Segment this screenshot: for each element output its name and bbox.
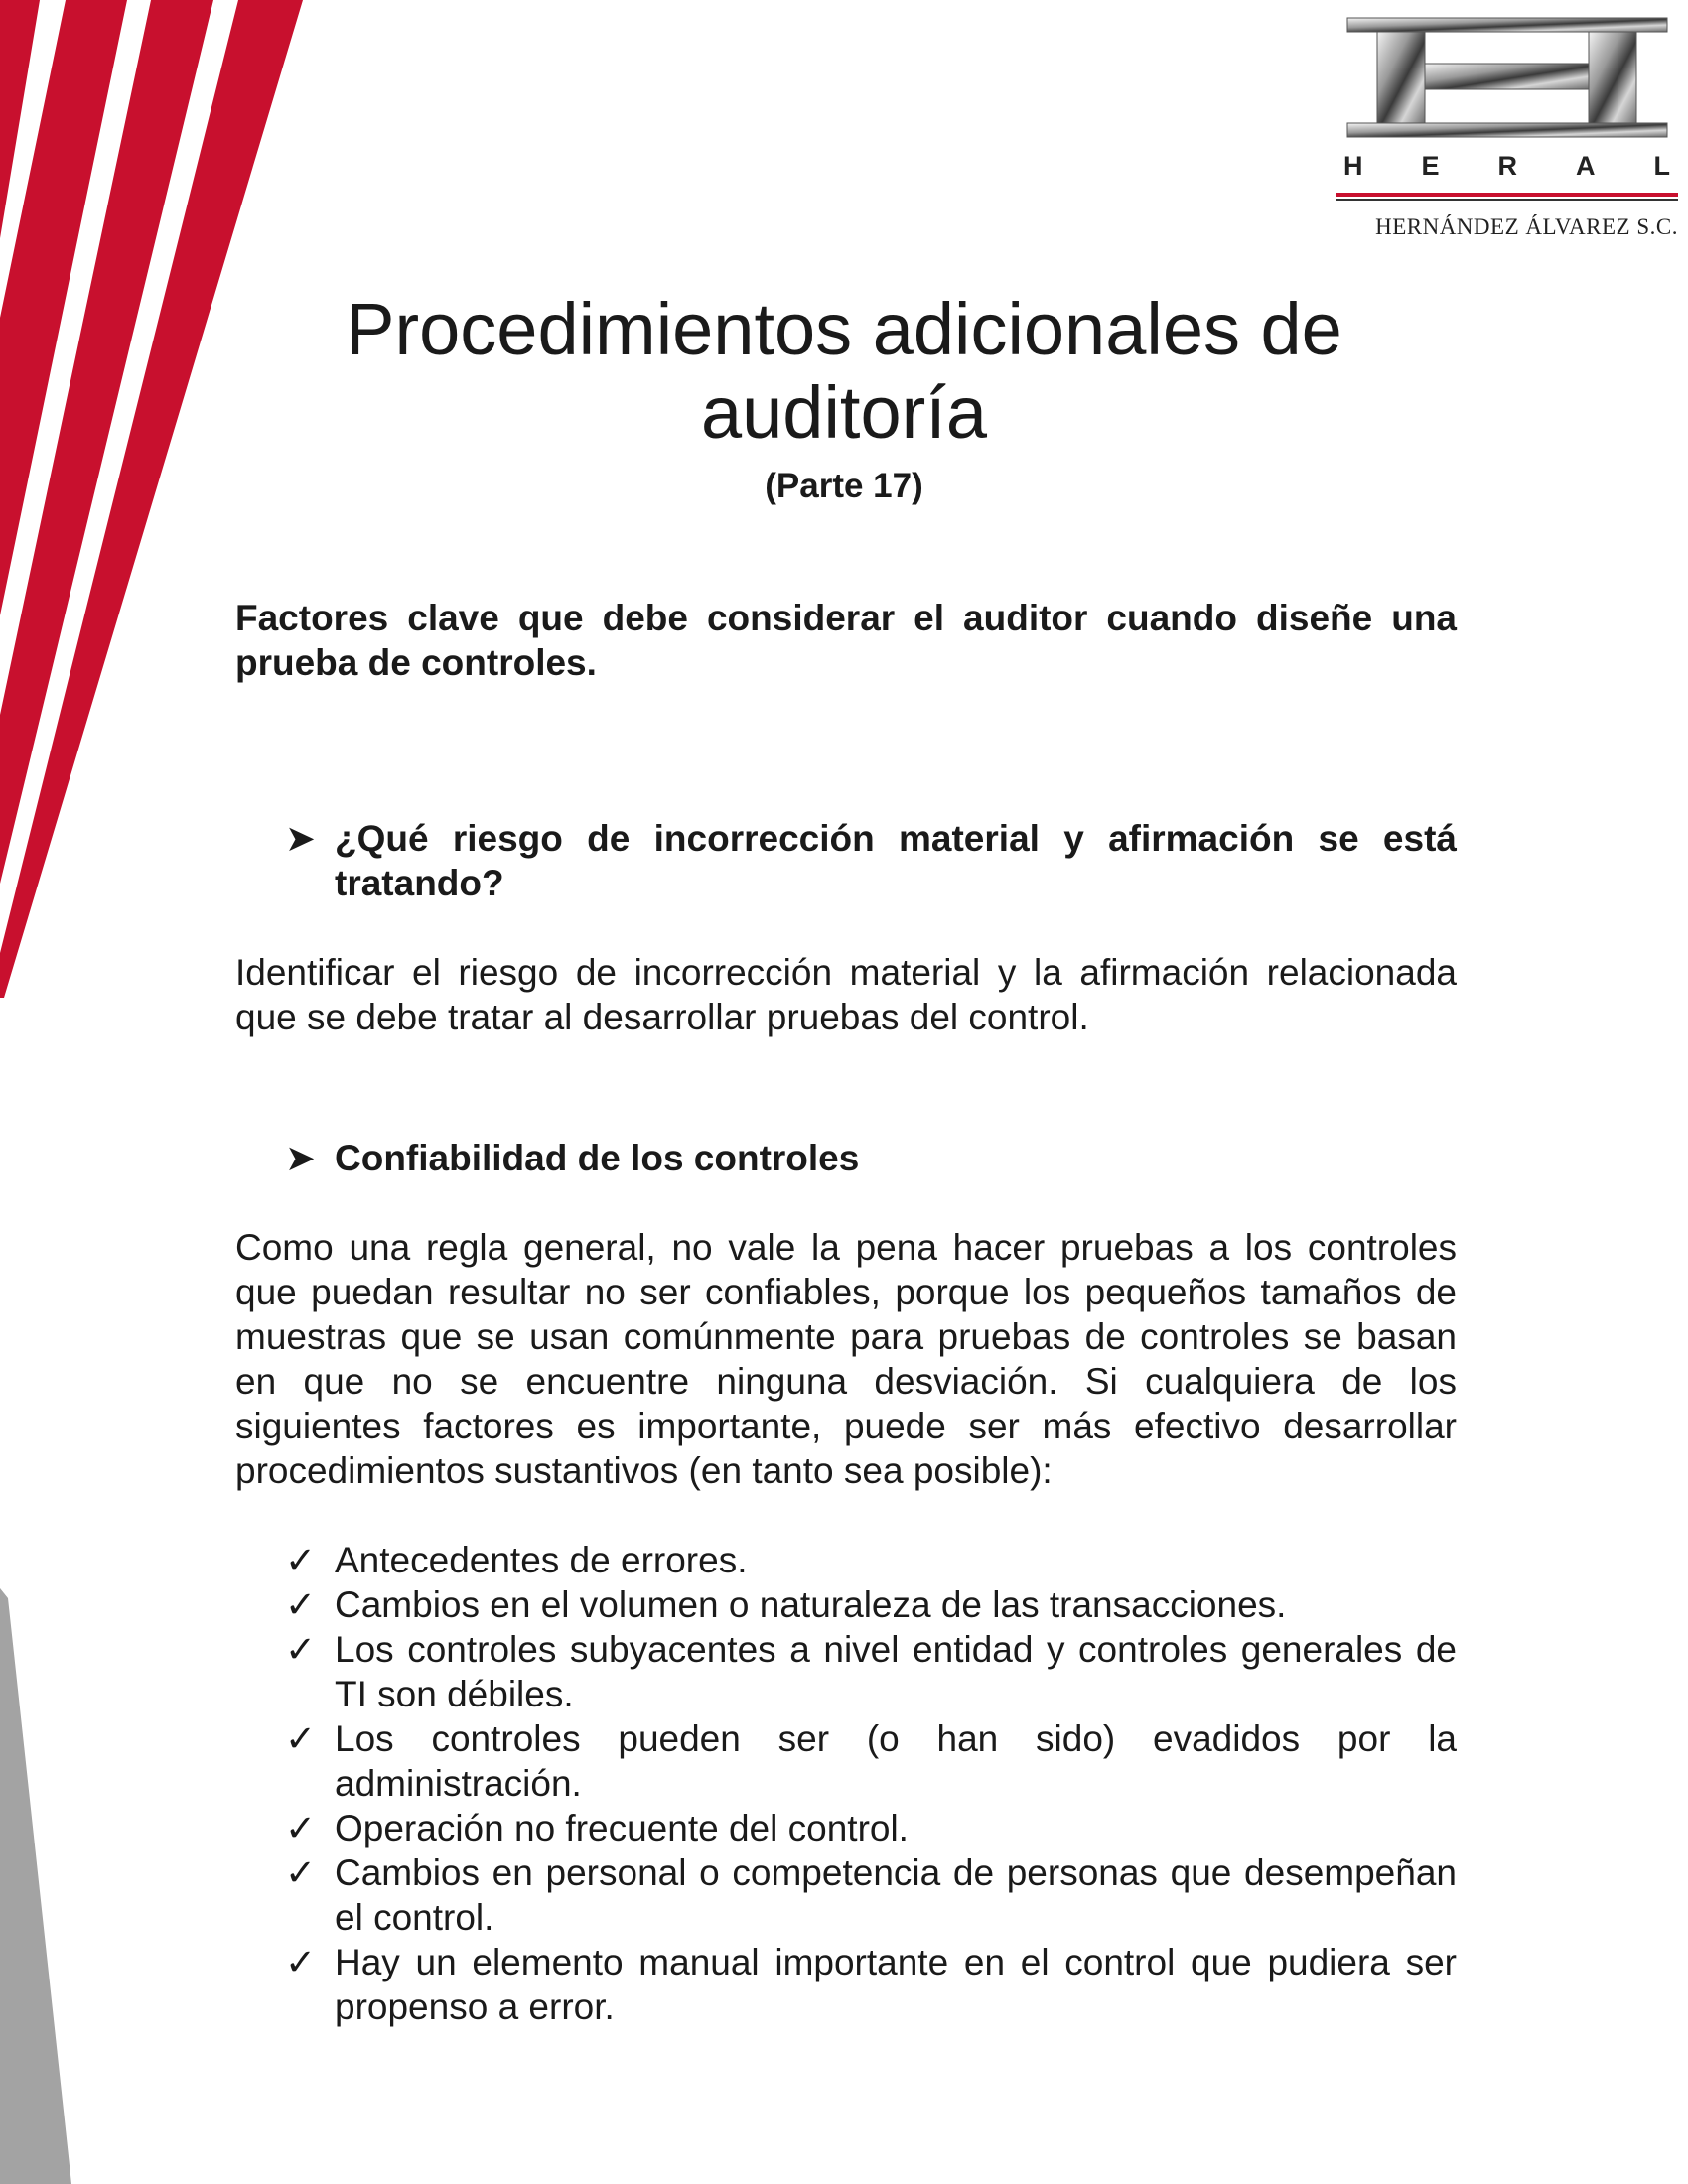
brand-letter: A bbox=[1575, 151, 1596, 181]
list-item bbox=[235, 1582, 1457, 1627]
title-line-1: Procedimientos adicionales de bbox=[346, 288, 1342, 370]
intro-heading: Factores clave que debe considerar el auditor cuando diseñe una prueba de controles. bbox=[235, 598, 1457, 683]
list-item bbox=[235, 1806, 1457, 1850]
list-item-text: Operación no frecuente del control. bbox=[335, 1808, 909, 1848]
list-item-text: Antecedentes de errores. bbox=[335, 1540, 748, 1580]
question-section-heading bbox=[235, 816, 1457, 905]
brand-dark-rule bbox=[1336, 199, 1678, 201]
brand-letter: L bbox=[1653, 151, 1670, 181]
heral-logo bbox=[1336, 12, 1678, 240]
checkmark-icon: ✓ bbox=[285, 1718, 317, 1759]
checkmark-icon: ✓ bbox=[285, 1629, 317, 1670]
checkmark-icon: ✓ bbox=[285, 1540, 317, 1580]
list-item bbox=[235, 1716, 1457, 1806]
list-item-text: Los controles pueden ser (o han sido) evadidos por la administración. bbox=[335, 1718, 1457, 1804]
list-item bbox=[235, 1850, 1457, 1940]
title-line-2: auditoría bbox=[701, 371, 987, 454]
list-item-text: Cambios en el volumen o naturaleza de las transacciones. bbox=[335, 1584, 1287, 1625]
question-heading-text: ¿Qué riesgo de incorrección material y afirmación se está tratando? bbox=[335, 818, 1457, 903]
brand-wordmark bbox=[1336, 151, 1678, 182]
page-title bbox=[248, 288, 1440, 455]
factor-list bbox=[235, 1538, 1457, 2029]
checkmark-icon: ✓ bbox=[285, 1808, 317, 1848]
arrow-bullet-icon: ➤ bbox=[285, 818, 317, 859]
checkmark-icon: ✓ bbox=[285, 1584, 317, 1625]
company-name: HERNÁNDEZ ÁLVAREZ S.C. bbox=[1375, 214, 1678, 239]
list-item-text: Cambios en personal o competencia de personas que desempeñan el control. bbox=[335, 1852, 1457, 1938]
page-subtitle: (Parte 17) bbox=[765, 467, 923, 505]
brand-letter: H bbox=[1343, 151, 1363, 181]
reliability-paragraph: Como una regla general, no vale la pena hacer pruebas a los controles que puedan resultar no ser confiables, porque los pequeños tamaños de muestras que se usan comúnmente para pruebas de controles se basan en que no se encuentre ninguna desviación. Si cualquiera de los siguientes factores es importante, puede ser más efectivo desarrollar procedimientos sustantivos (en tanto sea posible): bbox=[235, 1227, 1457, 1491]
brand-letter: E bbox=[1421, 151, 1440, 181]
h-monogram-icon bbox=[1336, 12, 1678, 146]
list-item-text: Hay un elemento manual importante en el control que pudiera ser propenso a error. bbox=[335, 1942, 1457, 2027]
list-item bbox=[235, 1538, 1457, 1582]
reliability-heading-text: Confiabilidad de los controles bbox=[335, 1138, 860, 1178]
reliability-section-heading bbox=[235, 1136, 1457, 1180]
checkmark-icon: ✓ bbox=[285, 1942, 317, 1982]
arrow-bullet-icon: ➤ bbox=[285, 1138, 317, 1178]
checkmark-icon: ✓ bbox=[285, 1852, 317, 1893]
list-item bbox=[235, 1940, 1457, 2029]
list-item bbox=[235, 1627, 1457, 1716]
brand-red-rule bbox=[1336, 193, 1678, 197]
brand-letter: R bbox=[1497, 151, 1517, 181]
document-body bbox=[235, 596, 1457, 2029]
list-item-text: Los controles subyacentes a nivel entidad y controles generales de TI son débiles. bbox=[335, 1629, 1457, 1714]
gray-stripe bbox=[0, 1588, 71, 2184]
question-paragraph: Identificar el riesgo de incorrección material y la afirmación relacionada que se debe tratar al desarrollar pruebas del control. bbox=[235, 952, 1457, 1037]
